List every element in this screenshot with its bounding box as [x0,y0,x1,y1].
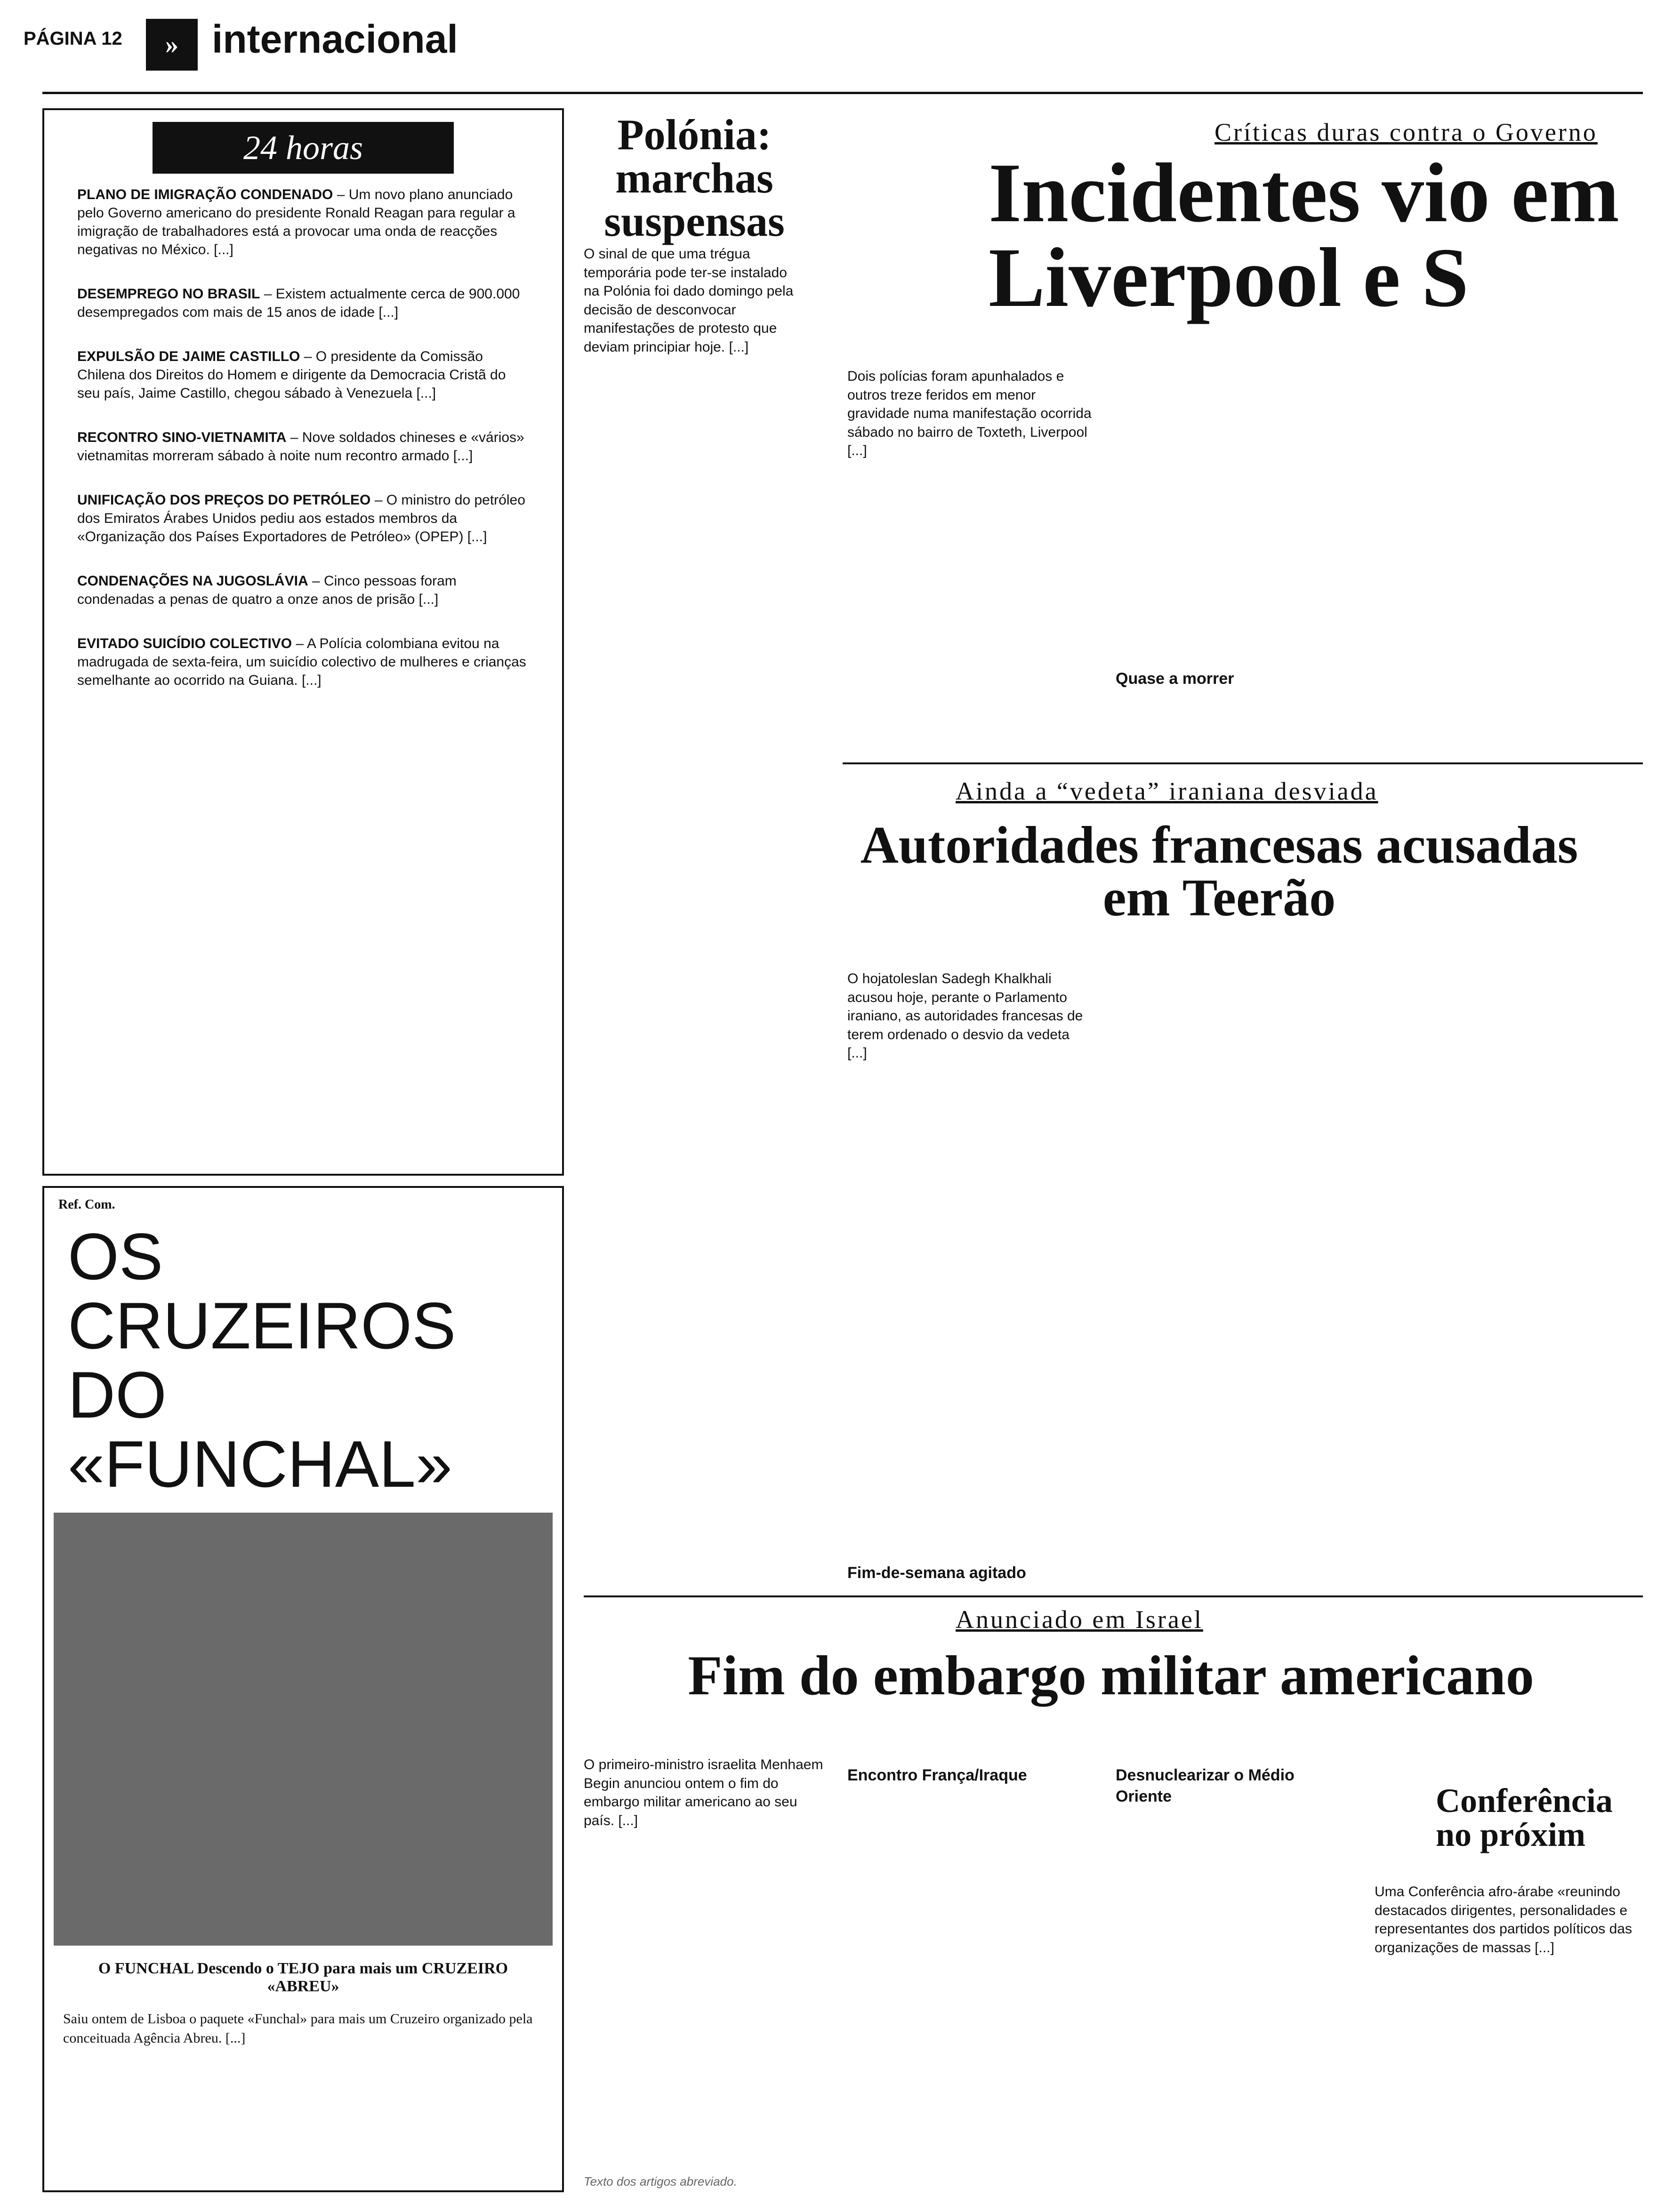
brief-text: – Nove soldados chineses e «vários» vietnamitas morreram sábado à noite num recontro armado [...] [77,430,524,464]
briefs-list [44,185,562,689]
brief-item [77,634,529,689]
section-logo-icon: » [146,19,198,71]
advert-title: OS CRUZEIROS DO «FUNCHAL» [68,1219,456,1501]
iran-kicker: Ainda a “vedeta” iraniana desviada [956,777,1378,805]
brief-text: – Cinco pessoas foram condenadas a penas de quatro a onze anos de prisão [...] [77,573,457,607]
masthead-rule [42,92,1643,94]
israel-lede: O primeiro-ministro israelita Menhaem Begin anunciou ontem o fim do embargo militar americano ao seu país. [...] [584,1757,823,1828]
liverpool-headline: Incidentes vio em Liverpool e S [989,146,1619,324]
cruise-advert [42,1186,564,2192]
brief-item [77,491,529,546]
brief-item [77,285,529,321]
israel-kicker: Anunciado em Israel [956,1605,1203,1634]
israel-headline: Fim do embargo militar americano [688,1644,1534,1707]
conference-lede: Uma Conferência afro-árabe «reunindo destacados dirigentes, personalidades e representantes dos partidos políticos das organizações de massas [...] [1375,1884,1632,1956]
brief-text: – Existem actualmente cerca de 900.000 desempregados com mais de 15 anos de idade [...] [77,286,520,320]
omission-note: Texto dos artigos abreviado. [584,2174,737,2188]
brief-item [77,428,529,465]
brief-item [77,572,529,609]
section-title: internacional [212,17,458,61]
brief-head: RECONTRO SINO-VIETNAMITA [77,430,287,445]
advert-caption: O FUNCHAL Descendo o TEJO para mais um CRUZEIRO «ABREU» [98,1960,508,1995]
advert-body: Saiu ontem de Lisboa o paquete «Funchal» para mais um Cruzeiro organizado pela conceituada Agência Abreu. [...] [63,2011,533,2046]
iran-headline: Autoridades francesas acusadas em Teerão [860,816,1578,927]
israel-subhead-2: Desnuclearizar o Médio Oriente [1116,1766,1295,1805]
brief-head: UNIFICAÇÃO DOS PREÇOS DO PETRÓLEO [77,492,371,508]
israel-rule [584,1595,1643,1597]
liverpool-lede: Dois polícias foram apunhalados e outros treze feridos em menor gravidade numa manifestação ocorrida sábado no bairro de Toxteth, Liverpool [...] [847,369,1092,459]
iran-lede: O hojatoleslan Sadegh Khalkhali acusou hoje, perante o Parlamento iraniano, as autoridades francesas de terem ordenado o desvio da vedeta [...] [847,971,1083,1061]
liverpool-subhead: Quase a morrer [1116,670,1234,688]
liverpool-rule [843,762,1643,764]
brief-head: EXPULSÃO DE JAIME CASTILLO [77,349,300,364]
poland-lede: O sinal de que uma trégua temporária pode ter-se instalado na Polónia foi dado domingo pela decisão de desconvocar manifestações de protesto que deviam principiar hoje. [...] [584,246,794,355]
page-number: PÁGINA 12 [24,28,122,49]
briefs-box [42,108,564,1176]
brief-head: DESEMPREGO NO BRASIL [77,286,260,302]
ship-photo [54,1513,553,1946]
iran-subhead: Fim-de-semana agitado [847,1564,1026,1582]
brief-text: – O ministro do petróleo dos Emiratos Árabes Unidos pediu aos estados membros da «Organização dos Países Exportadores de Petróleo» (OPEP) [...] [77,492,525,545]
brief-item [77,347,529,402]
brief-text: – O presidente da Comissão Chilena dos Direitos do Homem e dirigente da Democracia Cristã do seu país, Jaime Castillo, chegou sábado à Venezuela [...] [77,349,506,401]
advert-ref: Ref. Com. [58,1197,115,1212]
briefs-banner: 24 horas [153,122,454,174]
brief-text: – A Polícia colombiana evitou na madrugada de sexta-feira, um suicídio colectivo de mulheres e crianças semelhante ao ocorrido na Guiana. [...] [77,636,526,688]
brief-item [77,185,529,259]
israel-subhead-1: Encontro França/Iraque [847,1766,1027,1784]
conference-headline: Conferência no próxim [1436,1782,1613,1853]
brief-head: PLANO DE IMIGRAÇÃO CONDENADO [77,187,333,202]
brief-head: CONDENAÇÕES NA JUGOSLÁVIA [77,573,308,589]
liverpool-kicker: Críticas duras contra o Governo [1215,118,1598,146]
poland-headline: Polónia: marchas suspensas [604,111,785,245]
brief-head: EVITADO SUICÍDIO COLECTIVO [77,636,292,651]
brief-text: – Um novo plano anunciado pelo Governo americano do presidente Ronald Reagan para regular a imigração de trabalhadores está a provocar uma onda de reacções negativas no México. [...] [77,187,515,257]
